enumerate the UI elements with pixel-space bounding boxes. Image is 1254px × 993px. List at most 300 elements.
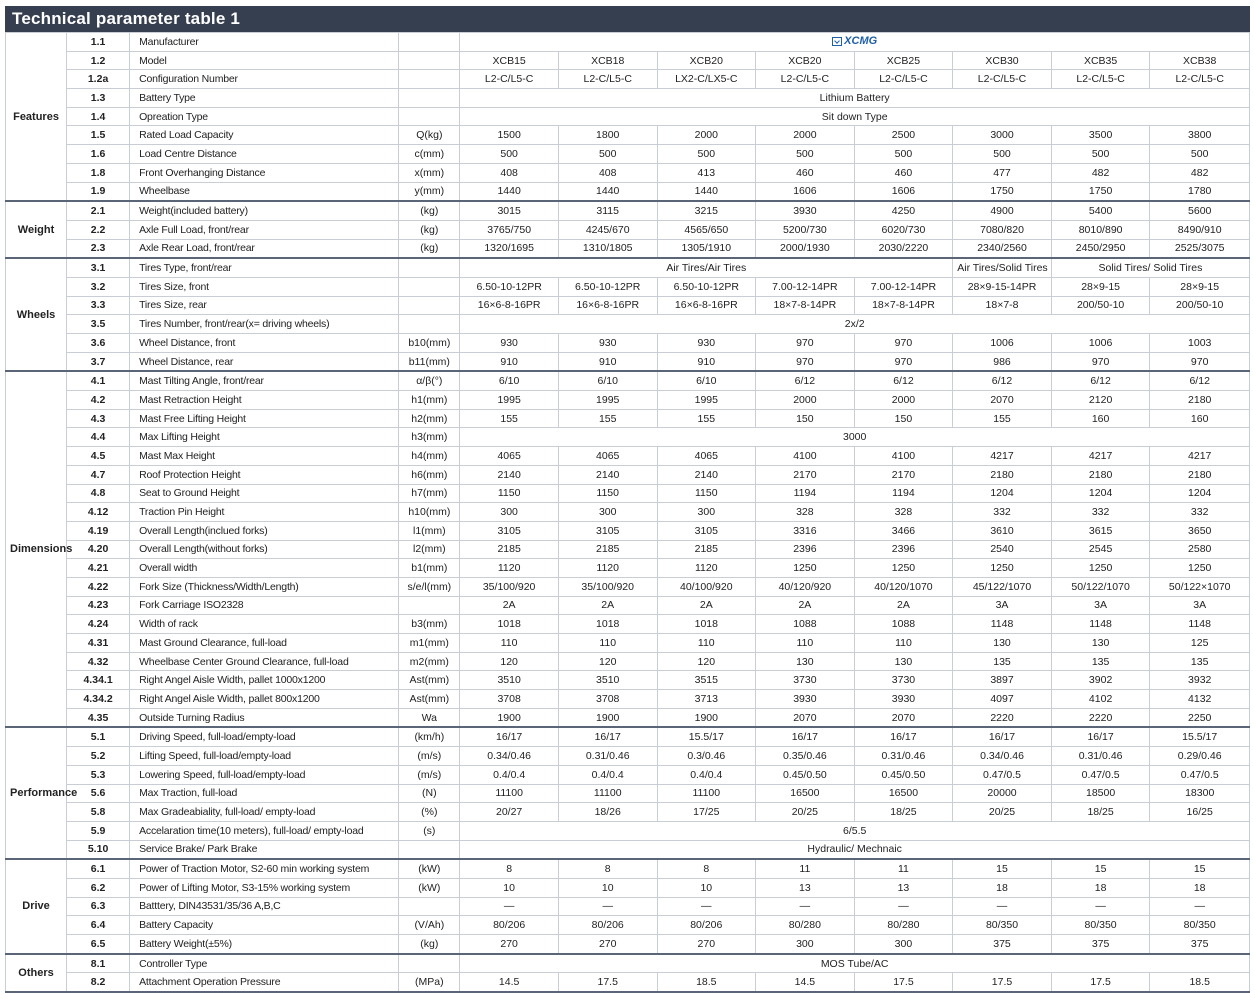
value-cell: 16/17	[558, 727, 657, 746]
value-cell: 28×9-15	[1051, 277, 1150, 296]
table-row	[6, 784, 1250, 803]
value-cell: 0.34/0.46	[953, 747, 1052, 766]
unit-cell: h10(mm)	[399, 503, 460, 522]
value-cell: 1900	[460, 708, 559, 727]
value-cell: L2-C/L5-C	[558, 70, 657, 89]
value-cell: 3708	[558, 690, 657, 709]
parameter-name: Manufacturer	[130, 33, 399, 52]
value-cell: 11100	[657, 784, 756, 803]
row-number: 6.5	[67, 935, 130, 954]
value-cell: 13	[756, 878, 855, 897]
merged-value-cell: 2x/2	[460, 315, 1250, 334]
value-cell: 3215	[657, 201, 756, 220]
spec-table	[5, 32, 1250, 993]
parameter-name: Driving Speed, full-load/empty-load	[130, 727, 399, 746]
value-cell: 1440	[558, 182, 657, 201]
parameter-name: Mast Max Height	[130, 447, 399, 466]
value-cell: 1750	[1051, 182, 1150, 201]
value-cell: 3765/750	[460, 220, 559, 239]
value-cell: 11100	[460, 784, 559, 803]
value-cell: 1900	[657, 708, 756, 727]
value-cell: 2185	[657, 540, 756, 559]
row-number: 8.2	[67, 973, 130, 992]
parameter-name: Wheel Distance, front	[130, 334, 399, 353]
value-cell: 0.3/0.46	[657, 747, 756, 766]
unit-cell: (kg)	[399, 239, 460, 258]
value-cell: L2-C/L5-C	[953, 70, 1052, 89]
parameter-name: Battery Capacity	[130, 916, 399, 935]
xcmg-logo	[832, 35, 877, 47]
value-cell: 1800	[558, 126, 657, 145]
value-cell: 970	[756, 352, 855, 371]
value-cell: 40/100/920	[657, 577, 756, 596]
value-cell: 110	[558, 634, 657, 653]
parameter-name: Battery Type	[130, 89, 399, 108]
table-row	[6, 615, 1250, 634]
row-number: 3.1	[67, 258, 130, 277]
row-number: 3.2	[67, 277, 130, 296]
value-cell: 2000	[756, 126, 855, 145]
unit-cell: b1(mm)	[399, 559, 460, 578]
value-cell: 1250	[953, 559, 1052, 578]
value-cell: 80/206	[460, 916, 559, 935]
table-row	[6, 163, 1250, 182]
value-cell: 910	[460, 352, 559, 371]
value-cell: 15.5/17	[657, 727, 756, 746]
row-number: 4.22	[67, 577, 130, 596]
table-row	[6, 447, 1250, 466]
row-number: 2.2	[67, 220, 130, 239]
value-cell: 80/280	[854, 916, 953, 935]
value-cell: 11	[854, 859, 953, 878]
value-cell: 1750	[953, 182, 1052, 201]
value-cell: 80/350	[953, 916, 1052, 935]
value-cell: 2450/2950	[1051, 239, 1150, 258]
value-cell: 1088	[756, 615, 855, 634]
table-row	[6, 239, 1250, 258]
value-cell: 970	[854, 334, 953, 353]
value-cell: 300	[756, 935, 855, 954]
value-cell: 1150	[460, 484, 559, 503]
table-row	[6, 33, 1250, 52]
unit-cell: (m/s)	[399, 747, 460, 766]
value-cell: 8490/910	[1150, 220, 1250, 239]
section-label: Others	[6, 954, 67, 992]
value-cell: 50/122/1070	[1051, 577, 1150, 596]
value-cell: 408	[460, 163, 559, 182]
section-label: Weight	[6, 201, 67, 258]
row-number: 4.32	[67, 652, 130, 671]
value-cell: —	[460, 897, 559, 916]
table-row	[6, 634, 1250, 653]
parameter-name: Tires Size, rear	[130, 296, 399, 315]
value-cell: 130	[854, 652, 953, 671]
value-cell: 270	[558, 935, 657, 954]
value-cell: 3615	[1051, 521, 1150, 540]
value-cell: 8	[657, 859, 756, 878]
value-cell: 332	[1150, 503, 1250, 522]
value-cell: 1440	[460, 182, 559, 201]
unit-cell: b3(mm)	[399, 615, 460, 634]
value-cell: 15	[1150, 859, 1250, 878]
value-cell: 2220	[953, 708, 1052, 727]
value-cell: XCB35	[1051, 51, 1150, 70]
value-cell: 4100	[756, 447, 855, 466]
value-cell: 0.4/0.4	[460, 765, 559, 784]
value-cell: L2-C/L5-C	[756, 70, 855, 89]
value-cell: 3930	[854, 690, 953, 709]
value-cell: 130	[1051, 634, 1150, 653]
value-cell: 1250	[756, 559, 855, 578]
value-cell: 10	[558, 878, 657, 897]
value-cell: 328	[854, 503, 953, 522]
table-row	[6, 409, 1250, 428]
value-cell: 1150	[657, 484, 756, 503]
row-number: 1.1	[67, 33, 130, 52]
value-cell: 11100	[558, 784, 657, 803]
unit-cell: (N)	[399, 784, 460, 803]
value-cell: 500	[953, 145, 1052, 164]
value-cell: 18/25	[1051, 803, 1150, 822]
value-cell: XCB38	[1150, 51, 1250, 70]
value-cell: 1250	[854, 559, 953, 578]
parameter-name: Max Traction, full-load	[130, 784, 399, 803]
value-cell: 1204	[953, 484, 1052, 503]
table-row	[6, 258, 1250, 277]
section-label: Drive	[6, 859, 67, 953]
row-number: 6.3	[67, 897, 130, 916]
value-cell: 18/25	[854, 803, 953, 822]
value-cell: 3897	[953, 671, 1052, 690]
value-cell: 2A	[460, 596, 559, 615]
table-row	[6, 503, 1250, 522]
parameter-name: Service Brake/ Park Brake	[130, 840, 399, 859]
table-row	[6, 652, 1250, 671]
page-title: Technical parameter table 1	[5, 6, 1250, 32]
value-cell: 28×9-15-14PR	[953, 277, 1052, 296]
value-cell: 1250	[1051, 559, 1150, 578]
value-cell: LX2-C/LX5-C	[657, 70, 756, 89]
value-cell: 375	[1150, 935, 1250, 954]
value-cell: 50/122×1070	[1150, 577, 1250, 596]
value-cell: —	[657, 897, 756, 916]
value-cell: 3515	[657, 671, 756, 690]
value-cell: 2070	[756, 708, 855, 727]
value-cell: 1148	[1051, 615, 1150, 634]
row-number: 4.5	[67, 447, 130, 466]
parameter-name: Axle Rear Load, front/rear	[130, 239, 399, 258]
value-cell: 3730	[756, 671, 855, 690]
value-cell: 5600	[1150, 201, 1250, 220]
value-cell: 3708	[460, 690, 559, 709]
value-cell: 80/350	[1051, 916, 1150, 935]
parameter-name: Batttery, DIN43531/35/36 A,B,C	[130, 897, 399, 916]
value-cell: 17/25	[657, 803, 756, 822]
unit-cell: b10(mm)	[399, 334, 460, 353]
value-cell: 300	[657, 503, 756, 522]
table-row	[6, 465, 1250, 484]
row-number: 5.3	[67, 765, 130, 784]
table-row	[6, 690, 1250, 709]
value-cell: 0.4/0.4	[657, 765, 756, 784]
value-cell: 6/10	[657, 371, 756, 390]
value-cell: 6/10	[558, 371, 657, 390]
value-cell: 1305/1910	[657, 239, 756, 258]
value-cell: 500	[460, 145, 559, 164]
value-cell: —	[953, 897, 1052, 916]
value-cell: 413	[657, 163, 756, 182]
value-cell: 1194	[854, 484, 953, 503]
value-cell: 6.50-10-12PR	[558, 277, 657, 296]
row-number: 4.31	[67, 634, 130, 653]
value-cell: 120	[657, 652, 756, 671]
table-row	[6, 51, 1250, 70]
value-cell: 986	[953, 352, 1052, 371]
table-row	[6, 727, 1250, 746]
value-cell: 3932	[1150, 671, 1250, 690]
value-cell: 1440	[657, 182, 756, 201]
unit-cell	[399, 315, 460, 334]
row-number: 6.2	[67, 878, 130, 897]
value-cell: 110	[657, 634, 756, 653]
value-cell: 3510	[558, 671, 657, 690]
value-cell: 6/12	[854, 371, 953, 390]
value-cell: —	[1150, 897, 1250, 916]
parameter-name: Front Overhanging Distance	[130, 163, 399, 182]
value-cell: 1018	[460, 615, 559, 634]
value-cell: 2580	[1150, 540, 1250, 559]
value-cell: 150	[854, 409, 953, 428]
table-row	[6, 428, 1250, 447]
value-cell: 0.4/0.4	[558, 765, 657, 784]
value-cell: 500	[854, 145, 953, 164]
parameter-name: Overall width	[130, 559, 399, 578]
parameter-name: Model	[130, 51, 399, 70]
value-cell: 80/206	[657, 916, 756, 935]
value-cell: 2A	[756, 596, 855, 615]
merged-value-cell: 6/5.5	[460, 821, 1250, 840]
unit-cell	[399, 897, 460, 916]
unit-cell: (MPa)	[399, 973, 460, 992]
parameter-name: Seat to Ground Height	[130, 484, 399, 503]
table-row	[6, 484, 1250, 503]
value-cell: 11	[756, 859, 855, 878]
value-cell: 5400	[1051, 201, 1150, 220]
row-number: 5.8	[67, 803, 130, 822]
value-cell: 375	[1051, 935, 1150, 954]
value-cell: 270	[657, 935, 756, 954]
value-cell: 3930	[756, 690, 855, 709]
row-number: 1.2a	[67, 70, 130, 89]
unit-cell: (km/h)	[399, 727, 460, 746]
value-cell: 17.5	[854, 973, 953, 992]
value-cell: 910	[657, 352, 756, 371]
value-cell: 135	[1051, 652, 1150, 671]
table-row	[6, 521, 1250, 540]
value-cell: 1120	[460, 559, 559, 578]
unit-cell	[399, 840, 460, 859]
row-number: 4.2	[67, 391, 130, 410]
value-cell: 4245/670	[558, 220, 657, 239]
value-cell: 1120	[558, 559, 657, 578]
parameter-name: Max Lifting Height	[130, 428, 399, 447]
value-cell: 1194	[756, 484, 855, 503]
unit-cell	[399, 258, 460, 277]
table-row	[6, 878, 1250, 897]
value-cell: 0.35/0.46	[756, 747, 855, 766]
value-cell: 18500	[1051, 784, 1150, 803]
value-cell: 20/25	[953, 803, 1052, 822]
value-cell: XCB20	[657, 51, 756, 70]
row-number: 2.3	[67, 239, 130, 258]
value-cell: 18×7-8	[953, 296, 1052, 315]
value-cell: 3105	[657, 521, 756, 540]
merged-value-cell: MOS Tube/AC	[460, 954, 1250, 973]
table-row	[6, 107, 1250, 126]
row-number: 4.21	[67, 559, 130, 578]
parameter-name: Accelaration time(10 meters), full-load/ empty-load	[130, 821, 399, 840]
parameter-name: Right Angel Aisle Width, pallet 800x1200	[130, 690, 399, 709]
value-cell: 16×6-8-16PR	[558, 296, 657, 315]
value-cell: 155	[558, 409, 657, 428]
value-cell: 482	[1051, 163, 1150, 182]
unit-cell	[399, 954, 460, 973]
value-cell: 18×7-8-14PR	[756, 296, 855, 315]
value-cell: 4065	[558, 447, 657, 466]
value-cell: 2170	[756, 465, 855, 484]
value-cell: 16/25	[1150, 803, 1250, 822]
value-cell: 200/50-10	[1051, 296, 1150, 315]
value-cell: 1320/1695	[460, 239, 559, 258]
value-cell: 16×6-8-16PR	[460, 296, 559, 315]
unit-cell	[399, 596, 460, 615]
value-cell: 2340/2560	[953, 239, 1052, 258]
parameter-name: Lowering Speed, full-load/empty-load	[130, 765, 399, 784]
value-cell: 28×9-15	[1150, 277, 1250, 296]
value-cell: 1310/1805	[558, 239, 657, 258]
value-cell: 4217	[1051, 447, 1150, 466]
value-cell: 3930	[756, 201, 855, 220]
row-number: 4.35	[67, 708, 130, 727]
parameter-name: Lifting Speed, full-load/empty-load	[130, 747, 399, 766]
value-cell: 3015	[460, 201, 559, 220]
merged-value-cell: 3000	[460, 428, 1250, 447]
unit-cell: Ast(mm)	[399, 671, 460, 690]
value-cell: —	[1051, 897, 1150, 916]
unit-cell	[399, 33, 460, 52]
value-cell: —	[756, 897, 855, 916]
parameter-name: Rated Load Capacity	[130, 126, 399, 145]
row-number: 5.1	[67, 727, 130, 746]
value-cell: 2A	[854, 596, 953, 615]
value-cell: 1204	[1150, 484, 1250, 503]
unit-cell: (kg)	[399, 201, 460, 220]
value-cell: XCB18	[558, 51, 657, 70]
value-cell: 18	[1150, 878, 1250, 897]
value-cell: 3713	[657, 690, 756, 709]
value-cell: 4065	[657, 447, 756, 466]
value-cell: 408	[558, 163, 657, 182]
value-cell: 4100	[854, 447, 953, 466]
table-row	[6, 371, 1250, 390]
value-cell: 80/350	[1150, 916, 1250, 935]
value-cell: 17.5	[558, 973, 657, 992]
value-cell: 6.50-10-12PR	[460, 277, 559, 296]
value-cell: 18/26	[558, 803, 657, 822]
section-label: Performance	[6, 727, 67, 859]
value-cell: 135	[1150, 652, 1250, 671]
value-cell: 16/17	[854, 727, 953, 746]
parameter-name: Axle Full Load, front/rear	[130, 220, 399, 239]
value-cell: 460	[854, 163, 953, 182]
value-cell: 3610	[953, 521, 1052, 540]
value-cell: 0.31/0.46	[854, 747, 953, 766]
value-cell: 4102	[1051, 690, 1150, 709]
unit-cell	[399, 277, 460, 296]
value-cell: XCB15	[460, 51, 559, 70]
value-cell: 1995	[657, 391, 756, 410]
unit-cell: x(mm)	[399, 163, 460, 182]
value-cell: 150	[756, 409, 855, 428]
value-cell: 2070	[953, 391, 1052, 410]
xcmg-mark-icon	[832, 37, 842, 46]
parameter-name: Fork Size (Thickness/Width/Length)	[130, 577, 399, 596]
merged-value-cell: Air Tires/Solid Tires	[953, 258, 1052, 277]
value-cell: 2220	[1051, 708, 1150, 727]
value-cell: 6/12	[1051, 371, 1150, 390]
unit-cell: l2(mm)	[399, 540, 460, 559]
value-cell: 2140	[657, 465, 756, 484]
value-cell: 110	[460, 634, 559, 653]
value-cell: 20/27	[460, 803, 559, 822]
value-cell: 8	[558, 859, 657, 878]
value-cell: 8	[460, 859, 559, 878]
value-cell: 1006	[953, 334, 1052, 353]
value-cell: 20/25	[756, 803, 855, 822]
value-cell: 460	[756, 163, 855, 182]
value-cell: 4565/650	[657, 220, 756, 239]
value-cell: 130	[756, 652, 855, 671]
value-cell: 4250	[854, 201, 953, 220]
unit-cell: h7(mm)	[399, 484, 460, 503]
row-number: 4.3	[67, 409, 130, 428]
value-cell: 2070	[854, 708, 953, 727]
value-cell: 500	[657, 145, 756, 164]
value-cell: 1780	[1150, 182, 1250, 201]
value-cell: 8010/890	[1051, 220, 1150, 239]
value-cell: 1500	[460, 126, 559, 145]
value-cell: 1006	[1051, 334, 1150, 353]
value-cell: 328	[756, 503, 855, 522]
value-cell: 910	[558, 352, 657, 371]
unit-cell: (kg)	[399, 220, 460, 239]
row-number: 4.4	[67, 428, 130, 447]
value-cell: 160	[1150, 409, 1250, 428]
parameter-name: Tires Number, front/rear(x= driving wheels)	[130, 315, 399, 334]
parameter-name: Controller Type	[130, 954, 399, 973]
row-number: 1.4	[67, 107, 130, 126]
value-cell: 16/17	[756, 727, 855, 746]
unit-cell	[399, 296, 460, 315]
value-cell: 2A	[558, 596, 657, 615]
value-cell: 7.00-12-14PR	[854, 277, 953, 296]
value-cell: 120	[460, 652, 559, 671]
value-cell: 970	[756, 334, 855, 353]
value-cell: 2180	[1150, 465, 1250, 484]
unit-cell: y(mm)	[399, 182, 460, 201]
value-cell: 3A	[1150, 596, 1250, 615]
value-cell: 332	[1051, 503, 1150, 522]
